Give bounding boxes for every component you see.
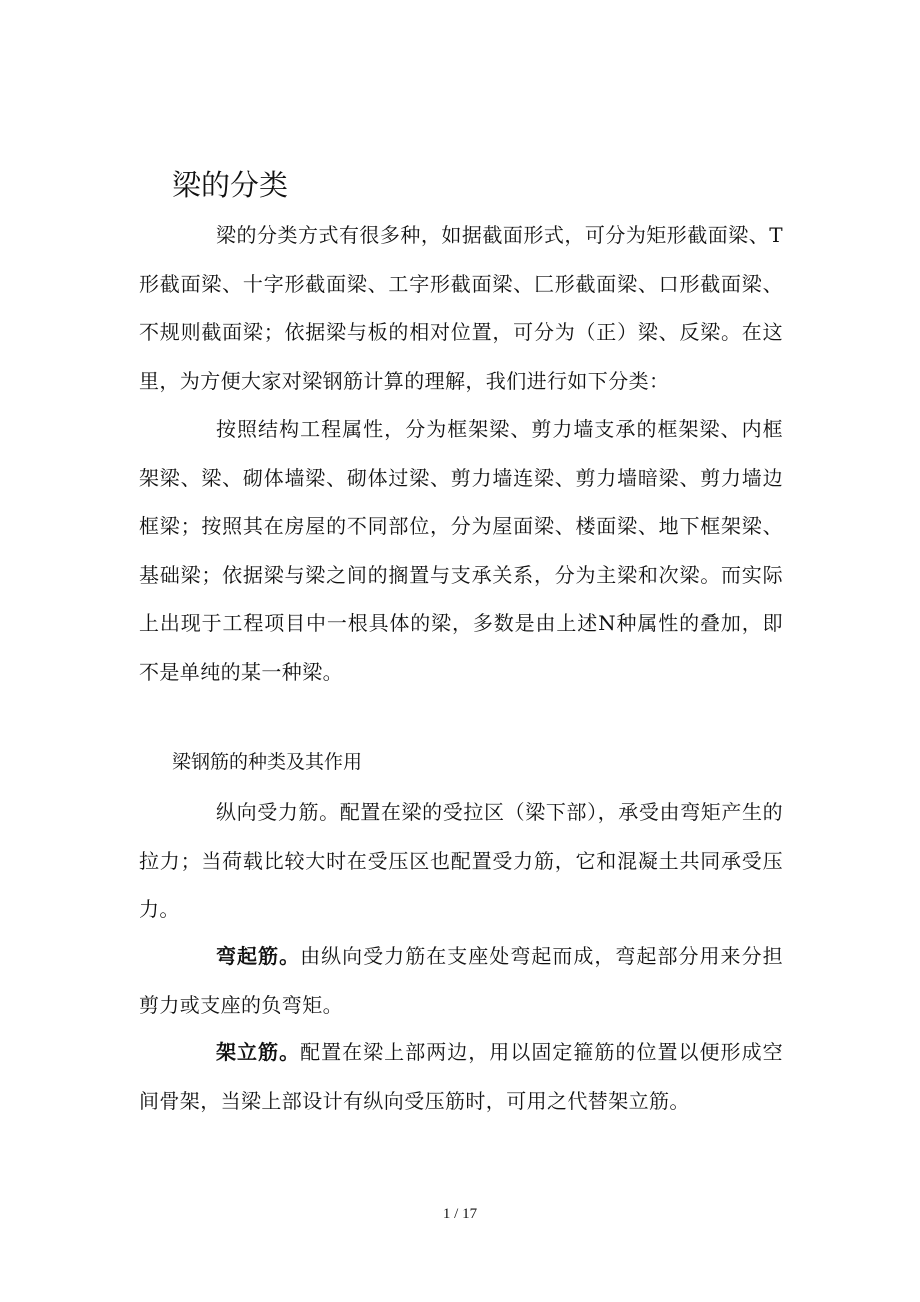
page-number: 1 / 17: [442, 1206, 478, 1222]
paragraph-beam-section-types: 梁的分类方式有很多种，如据截面形式，可分为矩形截面梁、T形截面梁、十字形截面梁、工字形截面梁、匚形截面梁、口形截面梁、不规则截面梁；依据梁与板的相对位置，可分为（正）梁、反梁。在这里，为方便大家对梁钢筋计算的理解，我们进行如下分类：: [139, 223, 783, 393]
paragraph-erection-rebar: [139, 1028, 783, 1125]
text-longitudinal-rebar: 纵向受力筋。配置在梁的受拉区（梁下部），承受由弯矩产生的拉力；当荷载比较大时在受压区也配置受力筋，它和混凝土共同承受压力。: [139, 800, 783, 922]
paragraph-bent-rebar: [139, 932, 783, 1029]
section-title-beam-classification: 梁的分类: [172, 168, 289, 202]
term-bent-rebar: 弯起筋。: [216, 944, 301, 968]
section-title-rebar-types: 梁钢筋的种类及其作用: [172, 751, 363, 773]
term-erection-rebar: 架立筋。: [216, 1040, 301, 1064]
text-bent-rebar: 由纵向受力筋在支座处弯起而成，弯起部分用来分担剪力或支座的负弯矩。: [139, 944, 783, 1017]
paragraph-beam-structural-attributes: 按照结构工程属性，分为框架梁、剪力墙支承的框架梁、内框架梁、梁、砌体墙梁、砌体过梁、剪力墙连梁、剪力墙暗梁、剪力墙边框梁；按照其在房屋的不同部位，分为屋面梁、楼面梁、地下框架梁、基础梁；依据梁与梁之间的搁置与支承关系，分为主梁和次梁。而实际上出现于工程项目中一根具体的梁，多数是由上述N种属性的叠加，即不是单纯的某一种梁。: [139, 417, 783, 684]
paragraph-longitudinal-rebar: [139, 788, 783, 934]
text-erection-rebar: 配置在梁上部两边，用以固定箍筋的位置以便形成空间骨架，当梁上部设计有纵向受压筋时，可用之代替架立筋。: [139, 1040, 783, 1113]
